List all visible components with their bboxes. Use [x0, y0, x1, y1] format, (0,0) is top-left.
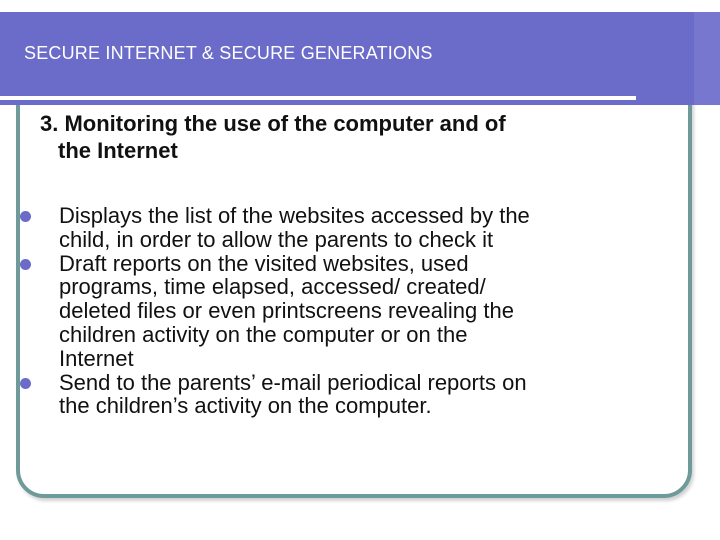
bullet-dot-icon [20, 378, 31, 389]
bullet-line: Internet [59, 345, 134, 371]
bullet-line: Send to the parents’ e-mail periodical reports on [59, 369, 527, 395]
bullet-line: children activity on the computer or on the [59, 321, 468, 347]
bullet-dot-icon [20, 211, 31, 222]
bullet-line: deleted files or even printscreens revealing the [59, 298, 514, 324]
bullet-item [20, 371, 670, 419]
bullet-list [20, 204, 670, 418]
slide-title: SECURE INTERNET & SECURE GENERATIONS [24, 43, 433, 63]
bullet-line: Displays the list of the websites accessed by the [59, 203, 530, 228]
section-heading-line-1: 3. Monitoring the use of the computer and of [40, 111, 506, 136]
banner-divider [0, 96, 636, 100]
banner-edge-strip [694, 12, 720, 105]
bullet-dot-icon [20, 259, 31, 270]
bullet-line: programs, time elapsed, accessed/ created/ [59, 274, 486, 300]
section-heading-line-2: the Internet [58, 138, 178, 163]
bullet-item [20, 204, 670, 252]
bullet-item [20, 252, 670, 371]
bullet-line: the children’s activity on the computer. [59, 393, 432, 419]
bullet-line: child, in order to allow the parents to check it [59, 226, 494, 252]
bullet-line: Draft reports on the visited websites, used [59, 250, 469, 276]
section-heading [40, 110, 660, 164]
